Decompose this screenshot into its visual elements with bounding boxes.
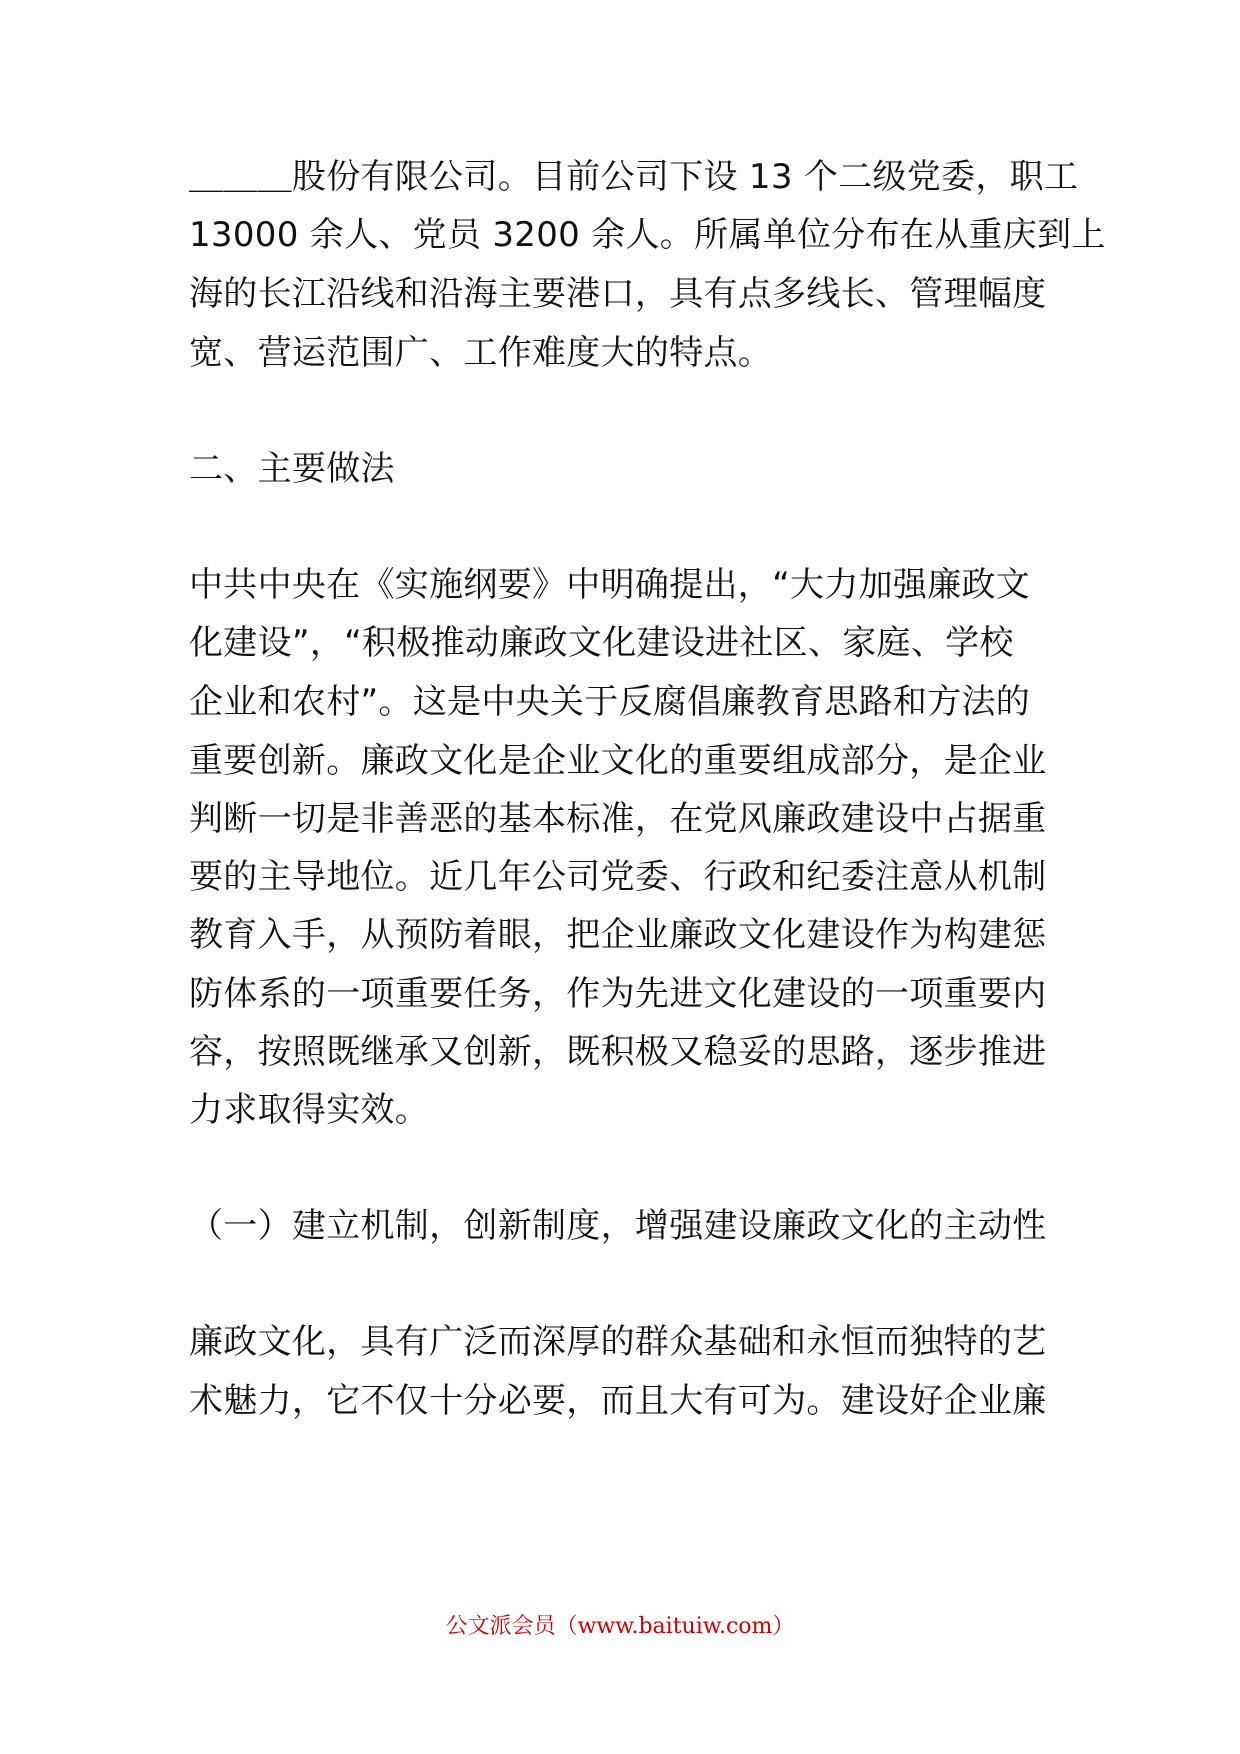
paragraph-line: 海的长江沿线和沿海主要港口，具有点多线长、管理幅度 xyxy=(189,274,1047,314)
paragraph-line: 要的主导地位。近几年公司党委、行政和纪委注意从机制 xyxy=(189,857,1047,897)
paragraph-line: 廉政文化，具有广泛而深厚的群众基础和永恒而独特的艺 xyxy=(189,1322,1047,1362)
paragraph-line: 术魅力，它不仅十分必要，而且大有可为。建设好企业廉 xyxy=(189,1381,1047,1421)
paragraph-line: 教育入手，从预防着眼，把企业廉政文化建设作为构建惩 xyxy=(189,915,1047,955)
paragraph-line: ＿＿＿股份有限公司。目前公司下设 13 个二级党委，职工 xyxy=(189,157,1079,197)
paragraph-line: 容，按照既继承又创新，既积极又稳妥的思路，逐步推进 xyxy=(189,1032,1047,1072)
subsection-heading: （一）建立机制，创新制度，增强建设廉政文化的主动性 xyxy=(189,1206,1047,1246)
section-heading: 二、主要做法 xyxy=(189,449,395,489)
paragraph-line: 企业和农村”。这是中央关于反腐倡廉教育思路和方法的 xyxy=(189,682,1031,722)
paragraph-line: 中共中央在《实施纲要》中明确提出，“大力加强廉政文 xyxy=(189,565,1031,605)
paragraph-line: 重要创新。廉政文化是企业文化的重要组成部分，是企业 xyxy=(189,741,1047,781)
paragraph-line: 力求取得实效。 xyxy=(189,1090,430,1130)
paragraph-line: 防体系的一项重要任务，作为先进文化建设的一项重要内 xyxy=(189,974,1047,1014)
paragraph-line: 13000 余人、党员 3200 余人。所属单位分布在从重庆到上 xyxy=(189,215,1106,255)
paragraph-line: 宽、营运范围广、工作难度大的特点。 xyxy=(189,333,773,373)
paragraph-line: 化建设”，“积极推动廉政文化建设进社区、家庭、学校 xyxy=(189,623,1014,663)
paragraph-line: 判断一切是非善恶的基本标准，在党风廉政建设中占据重 xyxy=(189,799,1047,839)
footer-watermark: 公文派会员（www.baituiw.com） xyxy=(445,1614,795,1639)
